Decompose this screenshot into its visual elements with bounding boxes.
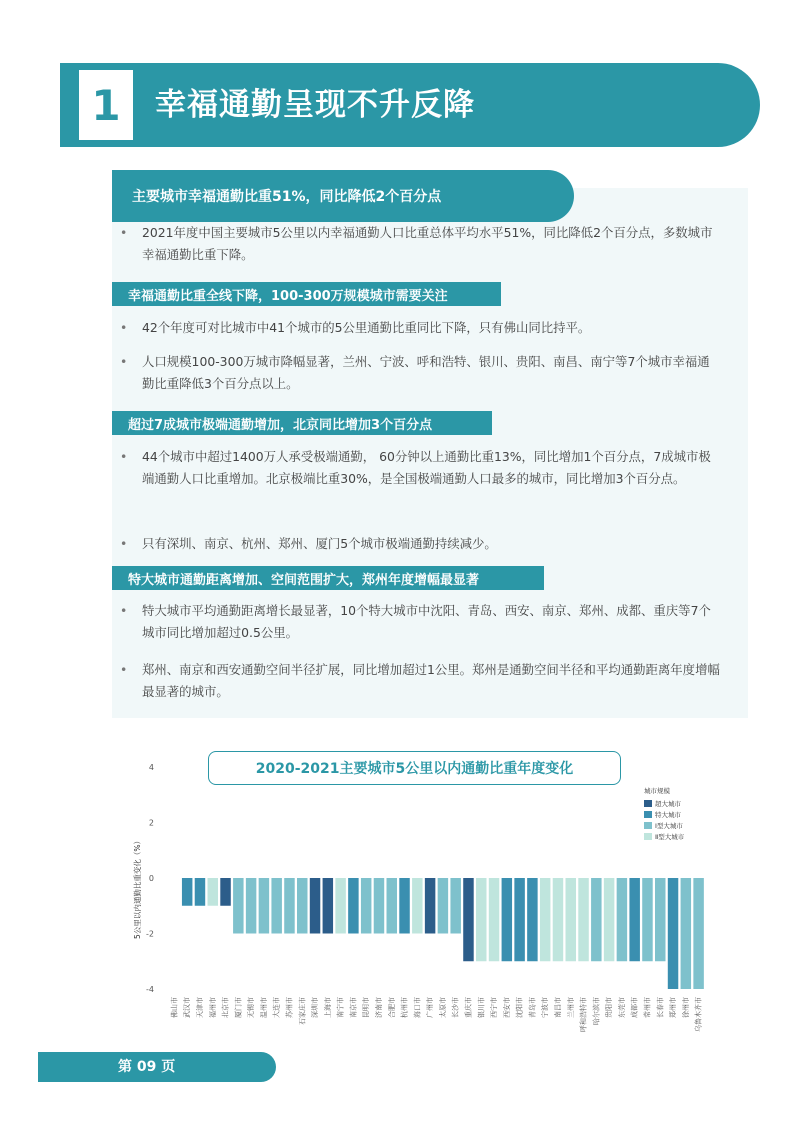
- legend-label: Ⅱ型大城市: [655, 833, 685, 841]
- x-tick-label: 上海市: [323, 997, 332, 1018]
- x-tick-label: 大连市: [272, 997, 281, 1018]
- bullet-dot: •: [120, 662, 128, 677]
- bullet-item: [120, 222, 720, 266]
- x-tick-label: 北京市: [221, 997, 230, 1018]
- legend-title: 城市规模: [644, 787, 670, 795]
- bullet-dot: •: [120, 603, 128, 618]
- bar: [412, 878, 422, 934]
- bullet-text: 特大城市平均通勤距离增长最显著，10个特大城市中沈阳、青岛、西安、南京、郑州、成都、重庆等7个城市同比增加超过0.5公里。: [142, 603, 711, 640]
- bar: [527, 878, 537, 961]
- page-number: 第 09 页: [118, 1059, 176, 1075]
- x-tick-label: 天津市: [195, 997, 204, 1018]
- bullet-text: 42个年度可对比城市中41个城市的5公里通勤比重同比下降，只有佛山同比持平。: [142, 320, 591, 335]
- y-tick-label: 2: [148, 818, 154, 828]
- bar: [514, 878, 524, 961]
- x-tick-label: 常州市: [643, 997, 652, 1018]
- bullet-item: [120, 317, 720, 339]
- bar: [361, 878, 371, 934]
- section-heading-3: 超过7成城市极端通勤增加，北京同比增加3个百分点: [112, 411, 492, 435]
- y-tick-label: 0: [148, 874, 154, 883]
- bullet-item: [120, 446, 720, 490]
- bullet-dot: •: [120, 320, 128, 335]
- bullet-text: 只有深圳、南京、杭州、郑州、厦门5个城市极端通勤持续减少。: [142, 536, 497, 551]
- legend-label: Ⅰ型大城市: [655, 822, 683, 830]
- bar: [259, 878, 269, 934]
- bar: [489, 878, 499, 961]
- bar: [323, 878, 333, 934]
- bar: [297, 878, 307, 934]
- x-tick-label: 哈尔滨市: [592, 997, 601, 1025]
- legend-swatch: [644, 800, 652, 807]
- x-tick-label: 贵阳市: [605, 997, 614, 1018]
- bar: [348, 878, 358, 934]
- x-tick-label: 海口市: [413, 997, 422, 1018]
- section-heading-2: 幸福通勤比重全线下降，100-300万规模城市需要关注: [112, 282, 501, 306]
- x-tick-label: 昆明市: [362, 997, 371, 1018]
- chart-title: 2020-2021主要城市5公里以内通勤比重年度变化: [208, 751, 621, 785]
- bullet-item: [120, 351, 720, 395]
- bar: [566, 878, 576, 961]
- bar: [591, 878, 601, 961]
- bar: [502, 878, 512, 961]
- x-tick-label: 太原市: [438, 997, 447, 1018]
- legend-swatch: [644, 822, 652, 829]
- y-tick-label: 4: [148, 763, 154, 772]
- x-tick-label: 东莞市: [617, 997, 626, 1018]
- x-tick-label: 南昌市: [553, 997, 562, 1018]
- bar: [617, 878, 627, 961]
- bullet-text: 44个城市中超过1400万人承受极端通勤， 60分钟以上通勤比重13%，同比增加1个百分点，7成城市极端通勤人口比重增加。北京极端比重30%，是全国极端通勤人口最多的城市，同比增加3个百分点。: [142, 449, 711, 486]
- bar: [310, 878, 320, 934]
- section-number-box: [79, 70, 133, 140]
- bar: [463, 878, 473, 961]
- bar: [450, 878, 460, 934]
- bar: [246, 878, 256, 934]
- section-heading-4: 特大城市通勤距离增加、空间范围扩大，郑州年度增幅最显著: [112, 566, 544, 590]
- bar: [271, 878, 281, 934]
- x-tick-label: 武汉市: [183, 997, 192, 1018]
- legend-label: 特大城市: [655, 811, 681, 819]
- page-title: 幸福通勤呈现不升反降: [155, 87, 475, 123]
- x-tick-label: 杭州市: [400, 997, 409, 1018]
- bar: [629, 878, 639, 961]
- bar: [438, 878, 448, 934]
- bullet-text: 人口规模100-300万城市降幅显著，兰州、宁波、呼和浩特、银川、贵阳、南昌、南宁等7个城市幸福通勤比重降低3个百分点以上。: [142, 354, 710, 391]
- x-tick-label: 长春市: [656, 997, 665, 1018]
- bar: [655, 878, 665, 961]
- bullet-dot: •: [120, 354, 128, 369]
- bullet-item: [120, 600, 720, 644]
- section-heading-1: 主要城市幸福通勤比重51%，同比降低2个百分点: [112, 170, 574, 222]
- bar: [540, 878, 550, 961]
- x-tick-label: 成都市: [630, 997, 639, 1018]
- legend-swatch: [644, 833, 652, 840]
- x-tick-label: 呼和浩特市: [579, 997, 588, 1032]
- bar: [476, 878, 486, 961]
- x-tick-label: 佛山市: [170, 997, 179, 1018]
- x-tick-label: 重庆市: [464, 997, 473, 1018]
- bar: [195, 878, 205, 906]
- x-tick-label: 苏州市: [285, 997, 294, 1018]
- bar: [399, 878, 409, 934]
- x-tick-label: 西宁市: [490, 997, 499, 1018]
- bar: [642, 878, 652, 961]
- bar: [182, 878, 192, 906]
- x-tick-label: 深圳市: [311, 997, 320, 1018]
- x-tick-label: 徐州市: [681, 997, 690, 1018]
- x-tick-label: 济南市: [374, 997, 383, 1018]
- bullet-item: [120, 533, 720, 555]
- x-tick-label: 石家庄市: [298, 997, 307, 1025]
- x-tick-label: 南京市: [349, 997, 358, 1018]
- y-tick-label: -2: [146, 929, 154, 939]
- bar: [208, 878, 218, 906]
- x-tick-label: 温州市: [259, 997, 268, 1018]
- x-tick-label: 银川市: [477, 997, 486, 1018]
- y-axis-label: 5公里以内通勤比重变化（%）: [133, 837, 142, 939]
- x-tick-label: 广州市: [426, 997, 435, 1018]
- x-tick-label: 乌鲁木齐市: [694, 997, 703, 1032]
- bullet-dot: •: [120, 225, 128, 240]
- legend-label: 超大城市: [655, 800, 681, 808]
- bar: [668, 878, 678, 989]
- bar: [681, 878, 691, 989]
- x-tick-label: 长沙市: [451, 997, 460, 1018]
- x-tick-label: 西安市: [502, 997, 511, 1018]
- y-tick-label: -4: [146, 985, 154, 994]
- x-tick-label: 合肥市: [387, 997, 396, 1018]
- bullet-text: 郑州、南京和西安通勤空间半径扩展，同比增加超过1公里。郑州是通勤空间半径和平均通勤距离年度增幅最显著的城市。: [142, 662, 720, 699]
- bar: [693, 878, 703, 989]
- x-tick-label: 厦门市: [234, 997, 243, 1018]
- x-tick-label: 南宁市: [336, 997, 345, 1018]
- bar: [284, 878, 294, 934]
- bullet-dot: •: [120, 449, 128, 464]
- bar: [233, 878, 243, 934]
- bar: [387, 878, 397, 934]
- x-tick-label: 沈阳市: [515, 997, 524, 1018]
- bar: [335, 878, 345, 934]
- section-number: 1: [91, 80, 121, 130]
- commute-change-chart: [120, 745, 720, 1045]
- bar: [553, 878, 563, 961]
- bar: [374, 878, 384, 934]
- x-tick-label: 兰州市: [566, 997, 575, 1018]
- bullet-dot: •: [120, 536, 128, 551]
- legend-swatch: [644, 811, 652, 818]
- bullet-item: [120, 659, 720, 703]
- bar: [578, 878, 588, 961]
- x-tick-label: 宁波市: [541, 997, 550, 1018]
- x-tick-label: 无锡市: [247, 997, 256, 1018]
- x-tick-label: 郑州市: [669, 997, 678, 1018]
- bar: [425, 878, 435, 934]
- bar: [604, 878, 614, 961]
- x-tick-label: 福州市: [208, 997, 217, 1018]
- bullet-text: 2021年度中国主要城市5公里以内幸福通勤人口比重总体平均水平51%，同比降低2个百分点，多数城市幸福通勤比重下降。: [142, 225, 713, 262]
- x-tick-label: 青岛市: [528, 997, 537, 1018]
- bar: [220, 878, 230, 906]
